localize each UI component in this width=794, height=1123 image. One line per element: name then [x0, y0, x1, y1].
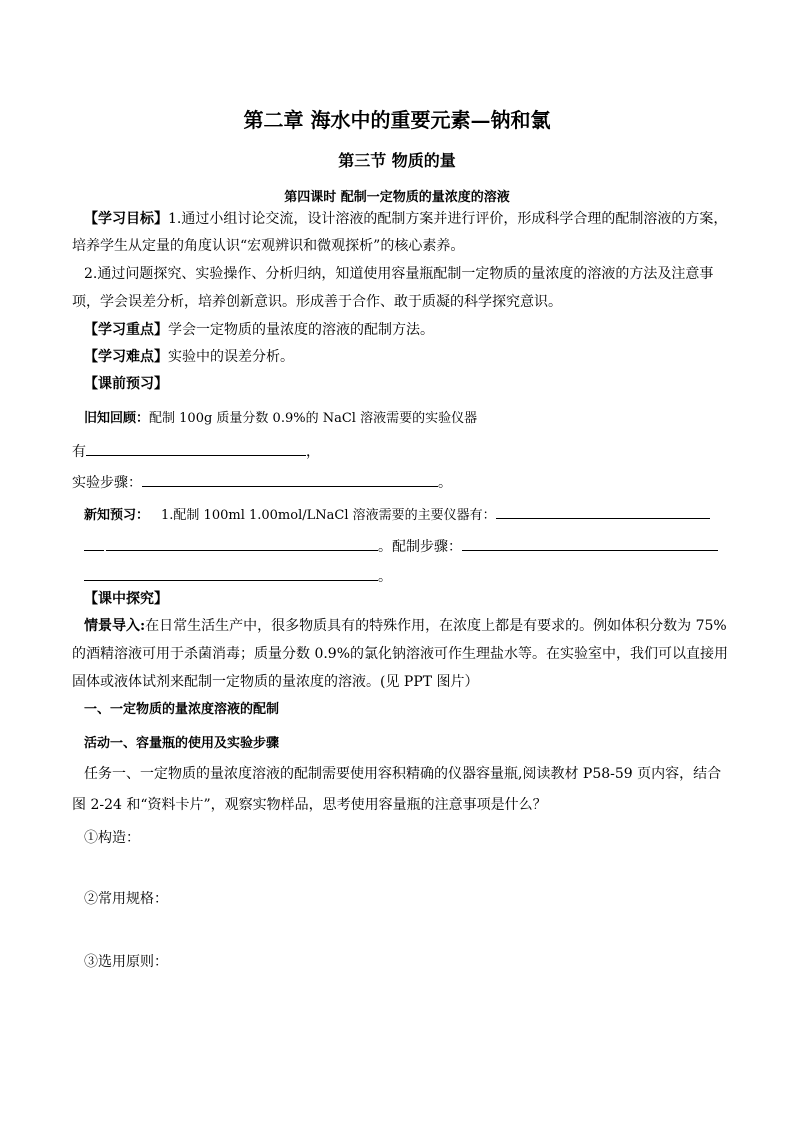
- have-blank[interactable]: [86, 441, 306, 456]
- section-heading-1: 一、一定物质的量浓度溶液的配制: [84, 702, 280, 717]
- config-line: [84, 536, 724, 556]
- key-point-text: 学会一定物质的量浓度的溶液的配制方法。: [168, 322, 434, 338]
- key-point: [84, 321, 724, 339]
- new-preview-line: [84, 504, 724, 525]
- review-line: [84, 410, 724, 428]
- steps-line: [72, 472, 724, 492]
- objectives-line-3: 2.通过问题探究、实验操作、分析归纳，知道使用容量瓶配制一定物质的量浓度的溶液的方法及注意事: [84, 266, 714, 282]
- difficulty: [84, 348, 724, 366]
- config-end: 。: [378, 569, 392, 585]
- preview-label: 【课前预习】: [84, 376, 168, 392]
- task-line-2: 图 2-24 和“资料卡片”，观察实物样品，思考使用容量瓶的注意事项是什么？: [72, 797, 547, 813]
- scene-text-1: 在日常生活生产中，很多物质具有的特殊作用，在浓度上都是有要求的。例如体积分数为 75%: [145, 618, 727, 634]
- new-preview-label: 新知预习：: [84, 508, 150, 523]
- scene-label: 情景导入:: [84, 618, 146, 634]
- instruments-blank-2b[interactable]: [106, 536, 378, 551]
- have-line: [72, 441, 724, 461]
- steps-blank[interactable]: [142, 472, 438, 487]
- instruments-blank-1[interactable]: [496, 504, 710, 519]
- have-end: ，: [306, 444, 320, 460]
- config-steps-blank-2[interactable]: [84, 566, 378, 581]
- scene-line-1: [84, 617, 727, 635]
- item-selection: ③选用原则：: [84, 954, 168, 970]
- scene-line-3: 固体或液体试剂来配制一定物质的量浓度的溶液。(见 PPT 图片）: [72, 674, 479, 690]
- objectives-line-2: 培养学生从定量的角度认识“宏观辨识和微观探析”的核心素养。: [72, 238, 465, 254]
- task-line-1: 任务一、一定物质的量浓度溶液的配制需要使用容积精确的仪器容量瓶,阅读教材 P58-59 页内容，结合: [84, 766, 722, 782]
- instruments-blank-2a[interactable]: [84, 536, 104, 551]
- review-text: 配制 100g 质量分数 0.9%的 NaCl 溶液需要的实验仪器: [149, 411, 478, 426]
- objectives-text-1: 1.通过小组讨论交流，设计溶液的配制方案并进行评价，形成科学合理的配制溶液的方案，: [168, 211, 728, 227]
- config-steps-continue: [84, 566, 724, 586]
- config-period: 。: [378, 539, 392, 555]
- activity-heading-1: 活动一、容量瓶的使用及实验步骤: [84, 736, 280, 751]
- key-point-label: 【学习重点】: [84, 322, 168, 338]
- objectives-line-1: [84, 210, 728, 228]
- section-title: 第三节 物质的量: [338, 151, 456, 170]
- steps-end: 。: [438, 475, 452, 491]
- item-specs: ②常用规格：: [84, 891, 168, 907]
- explore-label: 【课中探究】: [84, 591, 168, 607]
- have-label: 有: [72, 444, 86, 460]
- difficulty-label: 【学习难点】: [84, 349, 168, 365]
- review-label: 旧知回顾：: [84, 411, 150, 426]
- chapter-title: 第二章 海水中的重要元素—钠和氯: [243, 108, 551, 132]
- new-preview-text: 1.配制 100ml 1.00mol/LNaCl 溶液需要的主要仪器有：: [161, 508, 496, 523]
- objectives-line-4: 项，学会误差分析，培养创新意识。形成善于合作、敢于质凝的科学探究意识。: [72, 294, 562, 310]
- config-steps-label: 配制步骤：: [392, 539, 462, 555]
- config-steps-blank[interactable]: [462, 536, 718, 551]
- item-structure: ①构造：: [84, 830, 140, 846]
- steps-label: 实验步骤：: [72, 475, 142, 491]
- difficulty-text: 实验中的误差分析。: [168, 349, 294, 365]
- objectives-label: 【学习目标】: [84, 211, 168, 227]
- lesson-title: 第四课时 配制一定物质的量浓度的溶液: [284, 190, 510, 205]
- scene-line-2: 的酒精溶液可用于杀菌消毒；质量分数 0.9%的氯化钠溶液可作生理盐水等。在实验室中，我们可以直接用: [72, 646, 729, 662]
